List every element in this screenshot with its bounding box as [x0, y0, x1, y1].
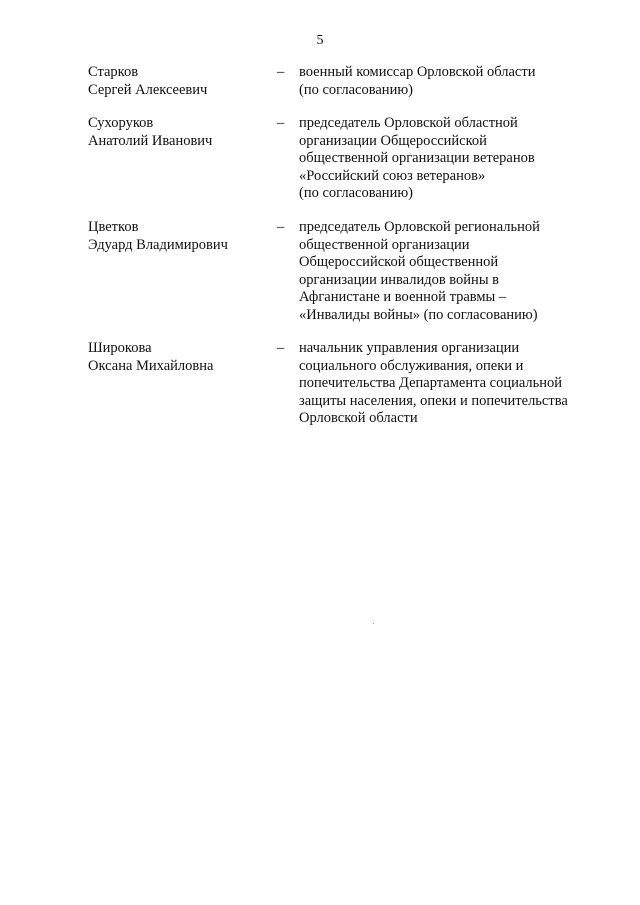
position-line: общественной организации: [299, 236, 470, 253]
position-line: Афганистане и военной травмы –: [299, 289, 507, 305]
separator-dash: –: [277, 219, 285, 235]
member-name: [88, 340, 268, 375]
position-line: Общероссийской общественной: [299, 254, 499, 270]
member-position: [299, 340, 589, 428]
member-position: [299, 219, 589, 324]
position-line: общественной организации ветеранов: [299, 150, 535, 166]
position-line: (по согласованию): [299, 81, 413, 98]
member-given-names: Анатолий Иванович: [88, 132, 213, 149]
page-number: 5: [316, 33, 324, 48]
position-line: начальник управления организации: [299, 340, 520, 356]
position-line: военный комиссар Орловской области: [299, 64, 536, 80]
separator-dash: –: [277, 340, 285, 356]
position-line: организации инвалидов войны в: [299, 271, 500, 288]
position-line: «Российский союз ветеранов»: [299, 167, 486, 184]
member-position: [299, 115, 589, 203]
position-line: защиты населения, опеки и попечительства: [299, 392, 568, 409]
member-name: [88, 219, 268, 254]
member-name: [88, 115, 268, 150]
position-line: (по согласованию): [299, 185, 413, 201]
scan-speck: [373, 623, 374, 624]
position-line: «Инвалиды войны» (по согласованию): [299, 306, 538, 323]
member-surname: Широкова: [88, 340, 152, 356]
member-given-names: Эдуард Владимирович: [88, 236, 228, 253]
member-surname: Сухоруков: [88, 115, 154, 131]
position-line: председатель Орловской областной: [299, 115, 518, 131]
position-line: Орловской области: [299, 410, 418, 426]
position-line: организации Общероссийской: [299, 132, 487, 149]
position-line: социального обслуживания, опеки и: [299, 357, 524, 374]
member-surname: Цветков: [88, 219, 139, 235]
member-name: [88, 64, 268, 99]
member-given-names: Оксана Михайловна: [88, 357, 214, 374]
member-position: [299, 64, 589, 99]
separator-dash: –: [277, 64, 285, 80]
separator-dash: –: [277, 115, 285, 131]
member-given-names: Сергей Алексеевич: [88, 81, 208, 98]
member-surname: Старков: [88, 64, 139, 80]
position-line: председатель Орловской региональной: [299, 219, 540, 235]
position-line: попечительства Департамента социальной: [299, 375, 563, 391]
